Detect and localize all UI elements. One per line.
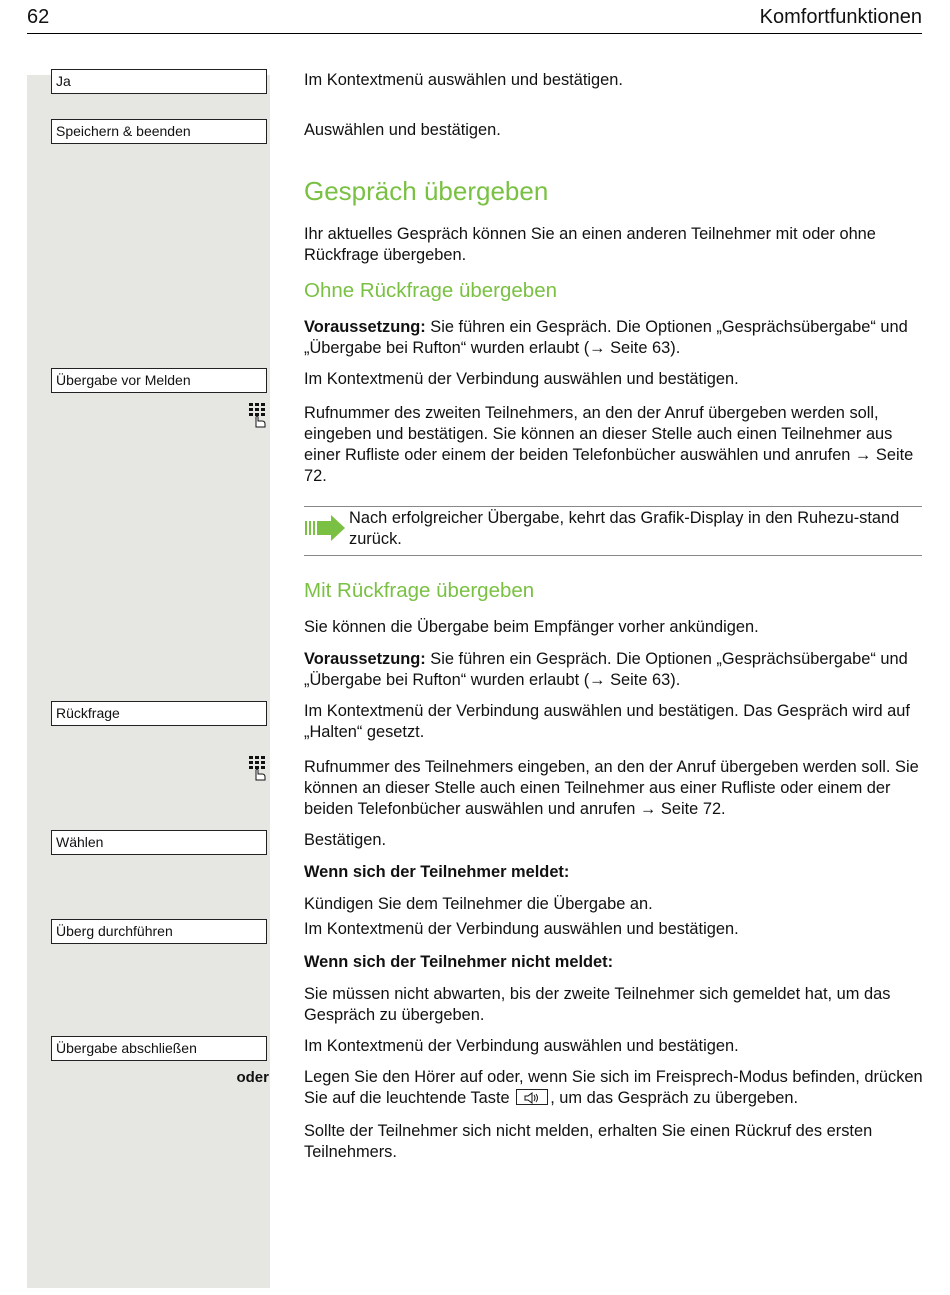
paragraph: Im Kontextmenü der Verbindung auswählen und bestätigen. bbox=[304, 1037, 739, 1055]
softkey-ueberg-durchfuehren[interactable]: Überg durchführen bbox=[51, 919, 267, 944]
softkey-ja[interactable]: Ja bbox=[51, 69, 267, 94]
paragraph: Sollte der Teilnehmer sich nicht melden, erhalten Sie einen Rückruf des ersten Teilnehmers. bbox=[304, 1122, 873, 1161]
paragraph: Kündigen Sie dem Teilnehmer die Übergabe an. bbox=[304, 895, 653, 913]
paragraph: Rufnummer des zweiten Teilnehmers, an den der Anruf übergeben werden soll, eingeben und bestätigen. Sie können an dieser Stelle auch einen Teilnehmer aus einer Rufliste oder einem der beiden Telefonbücher auswählen und anrufen → Seite 72. bbox=[304, 404, 914, 485]
hoerer-text: Legen Sie den Hörer auf oder, wenn Sie sich im Freisprech-Modus befinden, drücken Sie auf die leuchtende Taste bbox=[304, 1068, 923, 1107]
paragraph bbox=[304, 1067, 924, 1109]
note-text: Nach erfolgreicher Übergabe, kehrt das Grafik-Display in den Ruhezu-stand zurück. bbox=[349, 509, 900, 548]
section-title: Komfortfunktionen bbox=[759, 6, 922, 28]
paragraph: Auswählen und bestätigen. bbox=[304, 121, 501, 139]
condition-heading: Wenn sich der Teilnehmer meldet: bbox=[304, 863, 570, 881]
paragraph: Im Kontextmenü der Verbindung auswählen und bestätigen. Das Gespräch wird auf „Halten“ gesetzt. bbox=[304, 702, 910, 741]
oder-label: oder bbox=[236, 1069, 269, 1086]
voraussetzung-text: Sie führen ein Gespräch. Die Optionen „Gesprächsübergabe“ und „Übergabe bei Rufton“ wurden erlaubt (→ Seite 63). bbox=[304, 650, 908, 689]
voraussetzung-label: Voraussetzung: bbox=[304, 650, 426, 668]
voraussetzung-label: Voraussetzung: bbox=[304, 318, 426, 336]
paragraph: Im Kontextmenü auswählen und bestätigen. bbox=[304, 71, 623, 89]
paragraph: Ihr aktuelles Gespräch können Sie an einen anderen Teilnehmer mit oder ohne Rückfrage übergeben. bbox=[304, 225, 876, 264]
softkey-waehlen[interactable]: Wählen bbox=[51, 830, 267, 855]
paragraph: Bestätigen. bbox=[304, 831, 387, 849]
speaker-key-icon bbox=[516, 1089, 548, 1105]
paragraph: Im Kontextmenü der Verbindung auswählen und bestätigen. bbox=[304, 920, 739, 938]
softkey-uebergabe-abschliessen[interactable]: Übergabe abschließen bbox=[51, 1036, 267, 1061]
condition-heading: Wenn sich der Teilnehmer nicht meldet: bbox=[304, 953, 614, 971]
hoerer-text-end: , um das Gespräch zu übergeben. bbox=[550, 1089, 799, 1107]
softkey-rueckfrage[interactable]: Rückfrage bbox=[51, 701, 267, 726]
softkey-speichern-beenden[interactable]: Speichern & beenden bbox=[51, 119, 267, 144]
keypad-icon bbox=[248, 402, 268, 428]
paragraph: Im Kontextmenü der Verbindung auswählen und bestätigen. bbox=[304, 370, 739, 388]
page-number: 62 bbox=[27, 6, 50, 28]
subsection-heading: Mit Rückfrage übergeben bbox=[304, 579, 535, 602]
softkey-uebergabe-vor-melden[interactable]: Übergabe vor Melden bbox=[51, 368, 267, 393]
note-arrow-icon bbox=[304, 514, 346, 542]
paragraph bbox=[304, 649, 924, 691]
paragraph: Sie können die Übergabe beim Empfänger vorher ankündigen. bbox=[304, 618, 759, 636]
note-bottom-rule bbox=[304, 555, 922, 556]
header-divider bbox=[27, 33, 922, 34]
paragraph: Rufnummer des Teilnehmers eingeben, an den der Anruf übergeben werden soll. Sie können an dieser Stelle auch einen Teilnehmer aus einer Rufliste oder einem der beiden Telefonbücher auswählen und anrufen → Seite 72. bbox=[304, 758, 919, 818]
sidebar bbox=[27, 75, 270, 1288]
note-top-rule bbox=[304, 506, 922, 507]
keypad-icon bbox=[248, 755, 268, 781]
paragraph bbox=[304, 317, 924, 359]
paragraph: Sie müssen nicht abwarten, bis der zweite Teilnehmer sich gemeldet hat, um das Gespräch zu übergeben. bbox=[304, 985, 891, 1024]
section-heading: Gespräch übergeben bbox=[304, 176, 549, 206]
voraussetzung-text: Sie führen ein Gespräch. Die Optionen „Gesprächsübergabe“ und „Übergabe bei Rufton“ wurden erlaubt (→ Seite 63). bbox=[304, 318, 908, 357]
subsection-heading: Ohne Rückfrage übergeben bbox=[304, 279, 558, 302]
